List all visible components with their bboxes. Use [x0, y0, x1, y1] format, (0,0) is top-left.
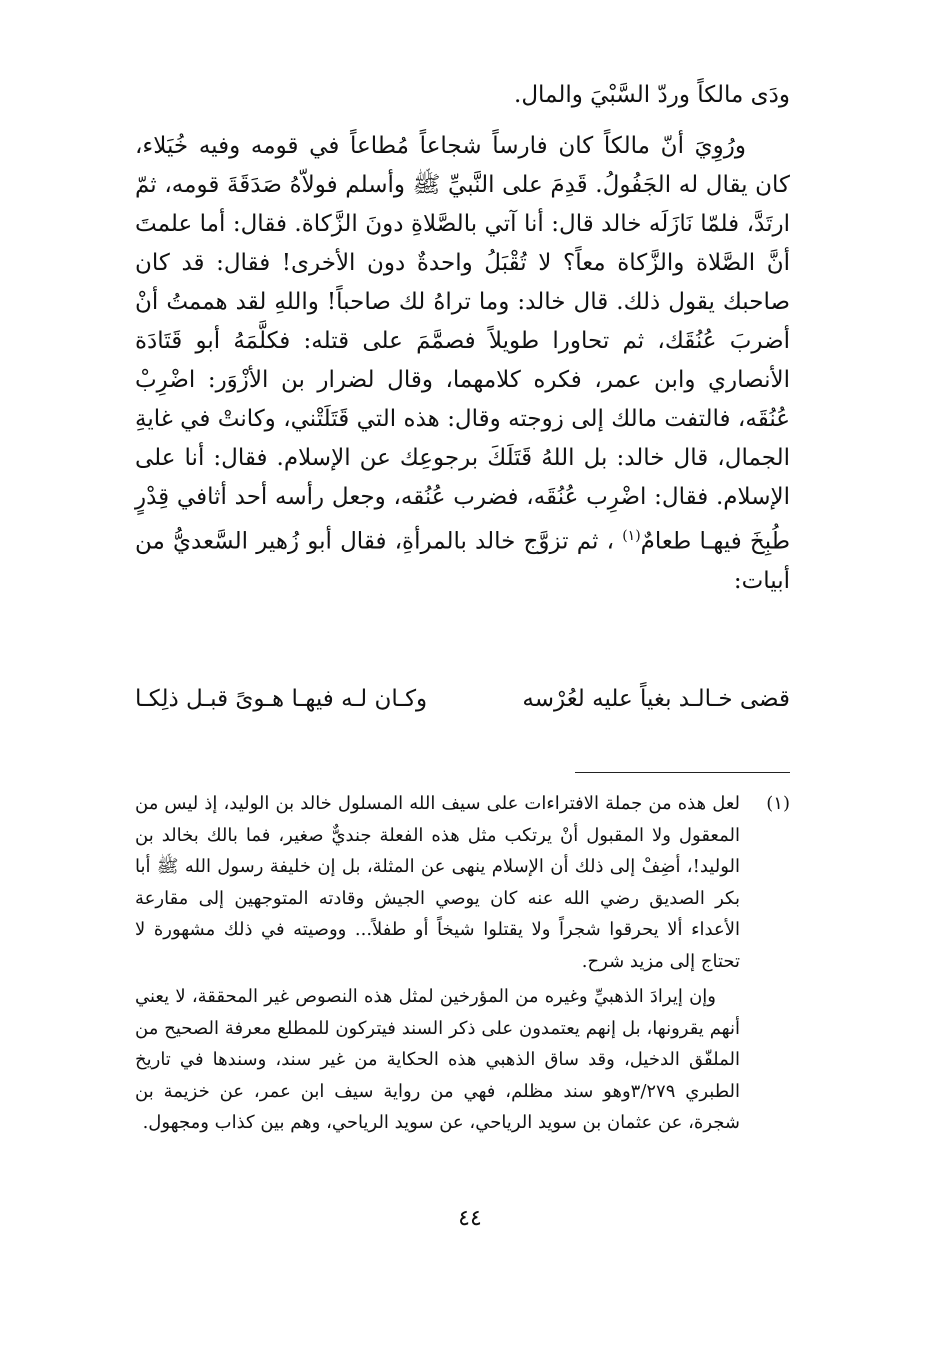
main-paragraph-text: ورُوِيَ أنّ مالكاً كان فارساً شجاعاً مُطاعاً في قومه وفيه خُيَلاء، كان يقال له الجَفُولُ. قَدِمَ على النَّبيِّ ﷺ وأسلم فولاّهُ صَدَقَةَ قومه، ثمّ ارتَدَّ، فلمّا نَازَلَه خالد قال: أنا آتي بالصَّلاةِ دونَ الزَّكاة. فقال: أما علمتَ أنَّ الصَّلاة والزَّكاة معاً؟ لا تُقْبَلُ واحدةٌ دون الأخرى! فقال: قد كان صاحبك يقول ذلك. قال خالد: وما تراهُ لك صاحباً! واللهِ لقد هممتُ أنْ أضربَ عُنُقَك، ثم تحاورا طويلاً فصمَّمَ على قتله: فكلَّمَهُ أبو قَتَادَة الأنصاري وابن عمر، فكره كلامهما، وقال لضرار بن الأزْوَر: اضْرِبْ عُنُقَه، فالتفت مالك إلى زوجته وقال: هذه التي قَتَلَتْني، وكانتْ في غايةِ الجمال، قال خالد: بل اللهُ قَتَلَكَ برجوعِك عن الإسلام. فقال: أنا على الإسلام. فقال: اضْرِب عُنُقَه، فضرب عُنُقه، وجعل رأسه أحد أثافي قِدْرٍ طُبِخَ فيهـا طعامٌ [135, 133, 791, 555]
poetry-verse [135, 680, 790, 719]
main-paragraph [135, 127, 790, 601]
footnote-paragraph-2: وإن إيرادَ الذهبيِّ وغيره من المؤرخين لمثل هذه النصوص غير المحققة، لا يعني أنهم يقرونها، بل إنهم يعتمدون على ذكر السند فيتركون للمطلع معرفة الصحيح من الملفّق الدخيل، وقد ساق الذهبي هذه الحكاية من غير سند، وسندها في تاريخ الطبري ٣/٢٧٩وهو سند مظلم، فهي من رواية سيف ابن عمر، عن خزيمة بن شجرة، عن عثمان بن سويد الرياحي، عن سويد الرياحي، وهم بين كذاب ومجهول. [135, 986, 740, 1133]
opening-line: ودَى مالكاً وردّ السَّبْيَ والمال. [514, 82, 790, 108]
verse-first-hemistich: قضى خـالـد بغياً عليه لعُرْسه [522, 686, 790, 712]
page-number: ٤٤ [458, 1206, 482, 1231]
footnote-separator [575, 772, 790, 773]
footnote-body [135, 788, 740, 1139]
main-paragraph-end: ، ثم تزوَّج خالد بالمرأةِ، فقال أبو زُهير السَّعديُّ من أبيات: [135, 528, 790, 594]
footnote [135, 788, 790, 1139]
footnote-reference[interactable]: (١) [622, 528, 641, 544]
verse-second-hemistich: وكـان لـه فيهـا هـوىً قبـل ذلِكـا [135, 686, 428, 712]
footnote-number: (١) [766, 793, 790, 814]
footnote-paragraph-1: لعل هذه من جملة الافتراءات على سيف الله المسلول خالد بن الوليد، إذ ليس من المعقول ولا المقبول أنْ يرتكب مثل هذه الفعلة جنديٌّ صغير، فما بالك بخالد بن الوليد!، أضِفْ إلى ذلك أن الإسلام ينهى عن المثلة، بل إن خليفة رسول الله ﷺ أبا بكر الصديق رضي الله عنه كان يوصي الجيش وقادته المتوجهين إلى مقارعة الأعداء ألا يحرقوا شجراً ولا يقتلوا شيخاً أو طفلاً... ووصيته في ذلك مشهورة لا تحتاج إلى مزيد شرح. [135, 793, 740, 972]
